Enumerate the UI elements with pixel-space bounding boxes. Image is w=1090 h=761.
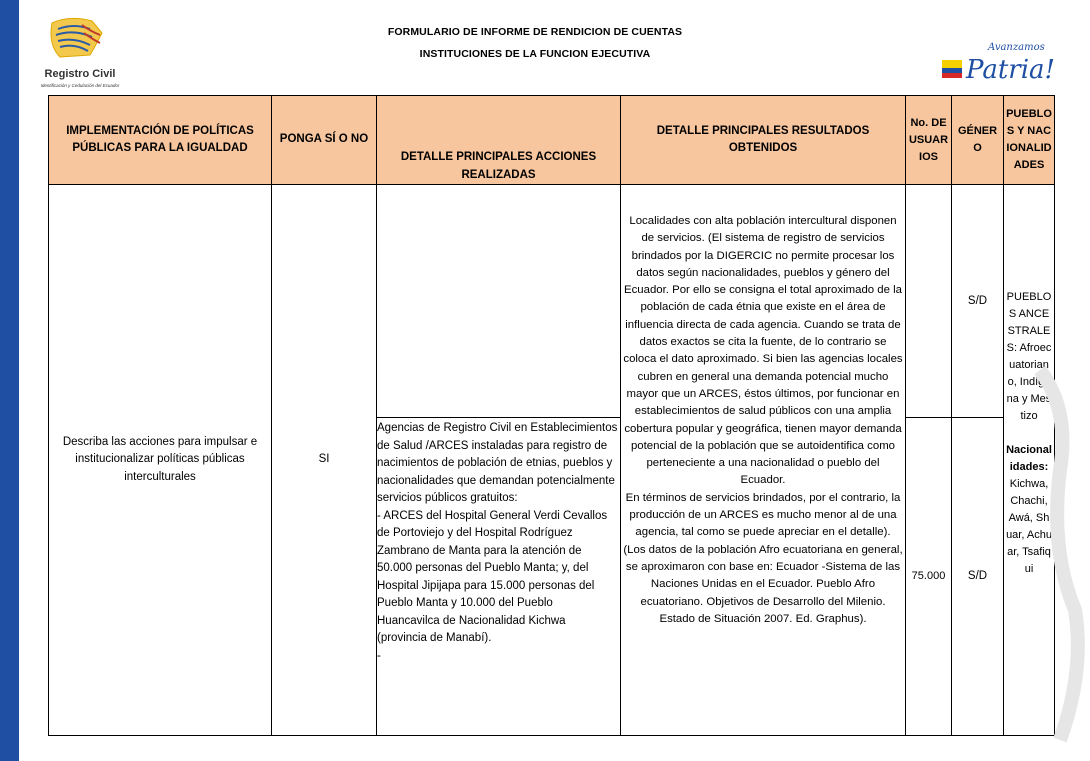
form-title: FORMULARIO DE INFORME DE RENDICION DE CUENTAS [387, 26, 683, 38]
header-peoples: PUEBLOS Y NACIONALIDADES [1004, 96, 1055, 185]
header-gender: GÉNERO [952, 96, 1004, 185]
row-actions-top [377, 185, 621, 418]
watermark-graphic [1030, 350, 1090, 750]
left-blue-bar [0, 0, 19, 761]
patria-logo-line1: Avanzamos [988, 42, 1045, 53]
peoples-label-nationalities: Nacionalidades: [1006, 444, 1052, 473]
row-results: Localidades con alta población intercultural disponen de servicios. (El sistema de registro de servicios brindados por la DIGERCIC no permite procesar los datos según nacionalidades, pueblos y género del Ecuador. Por ello se consigna el total aproximado de la población de cada étnia que existe en el área de influencia directa de cada agencia. Cuando se trata de datos exactos se cita la fuente, de lo contrario se coloca el dato aproximado. Si bien las agencias locales cubren en general una demanda potencial mucho mayor que un ARCES, éstos últimos, por funcionar en establecimientos de salud públicos con una amplia cobertura popular y geográfica, tienen mayor demanda potencial de la población que se autoidentifica como perteneciente a una nacionalidad o pueblo del Ecuador. En términos de servicios brindados, por el contrario, la producción de un ARCES es mucho menor al de una agencia, tal como se puede apreciar en el detalle). (Los datos de la población Afro ecuatoriana en general, se aproximaron con base en: Ecuador -Sistema de las Naciones Unidas en el Ecuador. Pueblo Afro ecuatoriano. Objetivos de Desarrollo del Milenio. Estado de Situación 2007. Ed. Graphus). [621, 185, 906, 736]
report-table [48, 95, 1055, 736]
row-gender-bottom: S/D [952, 418, 1004, 736]
row-answer: SI [272, 185, 377, 736]
peoples-text-nationalities: Kichwa, Chachi, Awá, Shuar, Achuar, Tsafiqui [1006, 478, 1052, 575]
row-gender-top: S/D [952, 185, 1004, 418]
form-subtitle: INSTITUCIONES DE LA FUNCION EJECUTIVA [419, 48, 651, 60]
row-users-bottom: 75.000 [906, 418, 952, 736]
registro-civil-logo [30, 15, 130, 95]
peoples-text-ancestral: Afroecuatoriano, Indígena y Mestizo [1006, 342, 1052, 422]
peoples-label-ancestral: PUEBLOS ANCESTRALES: [1006, 291, 1052, 354]
registro-civil-logo-text: Registro Civil [44, 68, 116, 80]
header-policies: IMPLEMENTACIÓN DE POLÍTICAS PÚBLICAS PARA LA IGUALDAD [49, 96, 272, 185]
patria-logo [940, 38, 1065, 88]
table-header-row [49, 96, 1055, 185]
header-actions: DETALLE PRINCIPALES ACCIONES REALIZADAS [377, 96, 621, 185]
registro-civil-logo-tagline: Identificación y Cedulación del Ecuador [40, 83, 120, 88]
header-yes-no: PONGA SÍ O NO [272, 96, 377, 185]
header-results: DETALLE PRINCIPALES RESULTADOS OBTENIDOS [621, 96, 906, 185]
row-actions-bottom: Agencias de Registro Civil en Establecimientos de Salud /ARCES instaladas para registro de nacimientos de población de etnias, pueblos y nacionalidades que demandan potencialmente servicios públicos gratuitos: - ARCES del Hospital General Verdi Cevallos de Portoviejo y del Hospital Rodríguez Zambrano de Manta para la atención de 50.000 personas del Pueblo Manta; y, del Hospital Jipijapa para 15.000 personas del Pueblo Manta y 10.000 del Pueblo Huancavilca de Nacionalidad Kichwa (provincia de Manabí). - [377, 418, 621, 736]
row-description: Describa las acciones para impulsar e institucionalizar políticas públicas interculturales [49, 185, 272, 736]
table-row [49, 185, 1055, 418]
row-users-top [906, 185, 952, 418]
header-users: No. DE USUARIOS [906, 96, 952, 185]
patria-logo-line2: Patria! [966, 55, 1055, 85]
